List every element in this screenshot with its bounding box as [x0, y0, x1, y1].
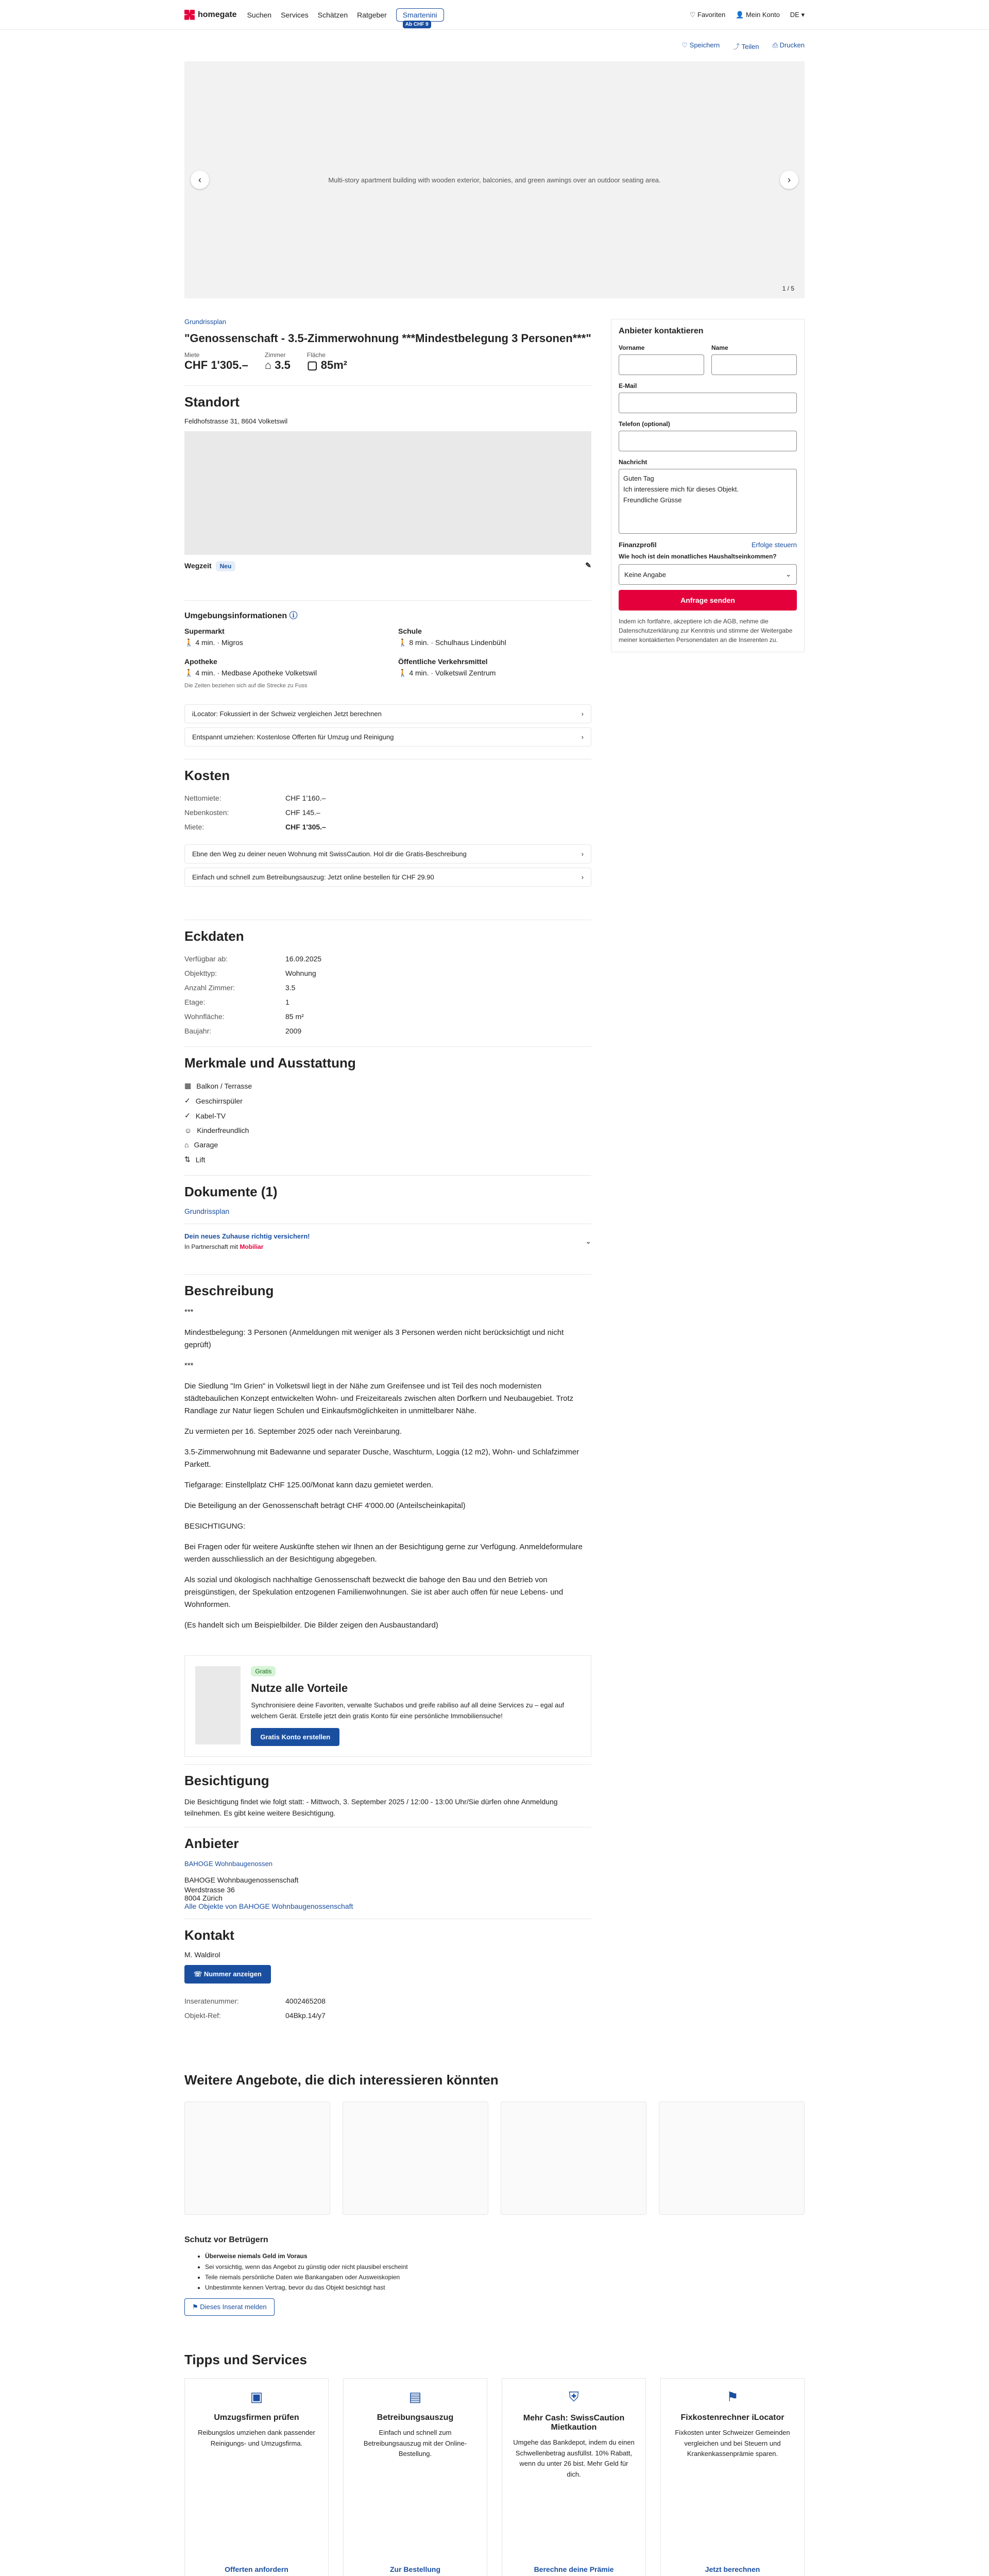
fraud-section: Schutz vor Betrügern • Überweise niemals Geld im Voraus • Sei vorsichtig, wenn das Angebot zu günstig oder nicht plausibel erscheint • Teile niemals persönliche Daten wie Bankangaben oder Ausweiskopien • Unbestimmte kennen Vertrag, bevor du das Objekt besichtigt hast ⚑ Dieses Inserat melden: [0, 2235, 989, 2316]
image-gallery[interactable]: [184, 61, 805, 298]
check-icon: ✓: [184, 1111, 191, 1120]
chevron-right-icon[interactable]: ›: [780, 171, 798, 189]
child-icon: ☺: [184, 1126, 192, 1134]
walk-icon: 🚶: [398, 669, 407, 677]
chevron-right-icon: ›: [581, 873, 584, 881]
nav-ratgeber[interactable]: Ratgeber: [357, 10, 387, 19]
chevron-down-icon: ⌄: [585, 1237, 591, 1245]
provider-logo[interactable]: BAHOGE Wohnbaugenossen: [184, 1860, 273, 1868]
show-number-button[interactable]: ☏ Nummer anzeigen: [184, 1965, 271, 1984]
elevator-icon: ⇅: [184, 1155, 191, 1163]
nav-services[interactable]: Services: [281, 10, 309, 19]
garage-icon: ⌂: [184, 1141, 189, 1149]
share-button[interactable]: ⤴ Teilen: [733, 43, 759, 50]
firstname-input[interactable]: [619, 354, 704, 375]
area-value: ▢ 85m²: [306, 359, 348, 371]
email-input[interactable]: [619, 393, 797, 413]
print-button[interactable]: ⎙ Drucken: [772, 41, 805, 49]
ilocator-banner[interactable]: iLocator: Fokussiert in der Schweiz vergleichen Jetzt berechnen ›: [184, 704, 591, 723]
service-link[interactable]: Zur Bestellung: [389, 2565, 440, 2573]
document-link[interactable]: Grundrissplan: [184, 1207, 230, 1215]
rooms-value: ⌂ 3.5: [264, 359, 291, 371]
top-navigation: [0, 0, 989, 30]
report-listing-button[interactable]: ⚑ Dieses Inserat melden: [184, 2298, 275, 2316]
promo-badge: Ab CHF 9: [403, 21, 431, 28]
map-icon: ⚑: [726, 2388, 739, 2404]
save-button[interactable]: ♡ Speichern: [681, 41, 720, 49]
nav-suchen[interactable]: Suchen: [247, 10, 272, 19]
create-account-button[interactable]: Gratis Konto erstellen: [251, 1728, 339, 1746]
map[interactable]: [184, 431, 591, 555]
finance-link[interactable]: Erfolge steuern: [751, 541, 797, 549]
mobiliar-logo: Mobiliar: [240, 1243, 264, 1250]
gallery-image: Multi-story apartment building with wooden exterior, balconies, and green awnings over an outdoor seating area.: [328, 176, 661, 184]
balcony-icon: ▦: [184, 1081, 192, 1090]
header-right: [690, 11, 805, 19]
info-icon[interactable]: ⓘ: [289, 612, 298, 620]
message-textarea[interactable]: Guten Tag Ich interessiere mich für dieses Objekt. Freundliche Grüsse: [619, 469, 797, 534]
chevron-left-icon[interactable]: ‹: [191, 171, 209, 189]
language-select[interactable]: DE ▾: [790, 10, 805, 19]
surroundings-section: Umgebungsinformationen ⓘ Supermarkt 🚶 4 min. · Migros Schule 🚶 8 min. · Schulhaus Lindenbühl Apotheke 🚶 4 min. · Medbase Apotheke Volketswil Öffentliche Verkehrsmittel 🚶 4 min. · Volketswil Zentrum Die Zeiten beziehen sich auf die Strecke zu Fuss iLocator: Fokussiert in der Schweiz vergleichen Jetzt berechnen › Entspannt umziehen: Kostenlose Offerten für Umzug und Reinigung ›: [184, 600, 591, 759]
surroundings-item: Supermarkt 🚶 4 min. · Migros: [184, 627, 243, 647]
surroundings-item: Apotheke 🚶 4 min. · Medbase Apotheke Volketswil: [184, 657, 317, 677]
homegate-logo[interactable]: homegate: [184, 10, 237, 20]
lastname-input[interactable]: [711, 354, 797, 375]
costs-section: Kosten Nettomiete: CHF 1'160.– Nebenkosten: CHF 145.– Miete: CHF 1'305.– Ebne den Weg zu deiner neuen Wohnung mit SwissCaution. Hol dir die Gratis-Beschreibung › Einfach und schnell zum Betreibungsauszug: Jetzt online bestellen für CHF 29.90 ›: [184, 759, 591, 899]
cost-row: Miete: CHF 1'305.–: [184, 823, 326, 831]
contact-form: Anbieter kontaktieren Vorname Name E-Mail Telefon (optional) Nachricht Guten Tag Ich interessiere mich für dieses Objekt. Freundliche Grüsse Finanzprofil Erfolge steuern Wie hoch ist dein monatliches Haushaltseinkommen? Keine Angabe ⌄ Anfrage senden Indem ich fortfahre, akzeptiere ich die AGB, nehme die Datenschutzerklärung zur Kenntnis und stimme der Weitergabe meiner kontaktierten Personendaten an die Inserenten zu.: [611, 319, 805, 652]
service-card: ⛨ Mehr Cash: SwissCaution Mietkaution Umgehe das Bankdepot, indem du einen Schwellenbetrag ausfüllst. 10% Rabatt, wenn du unter 26 bist. Mehr Geld für dich. Berechne deine Prämie: [502, 2378, 646, 2576]
send-request-button[interactable]: Anfrage senden: [619, 590, 797, 611]
service-card: ⚑ Fixkostenrechner iLocator Fixkosten unter Schweizer Gemeinden vergleichen und bei Steuern und Krankenkassenprämie sparen. Jetzt berechnen: [660, 2378, 805, 2576]
walk-icon: 🚶: [184, 669, 194, 677]
moving-box-icon: ▣: [250, 2388, 263, 2404]
viewing-section: Besichtigung Die Besichtigung findet wie folgt statt: - Mittwoch, 3. September 2025 / 12:00 - 13:00 Uhr/Sie dürfen ohne Anmeldung teilnehmen. Es gibt keine weitere Besichtigung.: [184, 1764, 591, 1827]
cost-row: Nebenkosten: CHF 145.–: [184, 808, 320, 817]
income-select[interactable]: Keine Angabe ⌄: [619, 564, 797, 585]
documents-section: Dokumente (1) Grundrissplan: [184, 1175, 591, 1224]
chevron-right-icon: ›: [581, 710, 584, 718]
main-nav: [247, 8, 444, 27]
offer-card[interactable]: [184, 2102, 330, 2215]
address: Feldhofstrasse 31, 8604 Volketswil: [184, 417, 288, 425]
key-facts: Miete CHF 1'305.– Zimmer ⌂ 3.5 Fläche ▢ 85m²: [184, 351, 348, 371]
nav-schaetzen[interactable]: Schätzen: [317, 10, 348, 19]
offer-cards: [0, 2102, 989, 2215]
more-offers: Weitere Angebote, die dich interessieren könnten: [184, 2072, 499, 2088]
edit-icon[interactable]: ✎: [585, 561, 591, 569]
chevron-right-icon: ›: [581, 733, 584, 741]
chevron-down-icon: ⌄: [786, 570, 791, 578]
phone-input[interactable]: [619, 431, 797, 451]
listing-main: [184, 309, 591, 2031]
account-link[interactable]: 👤 Mein Konto: [736, 10, 780, 19]
service-link[interactable]: Offerten anfordern: [225, 2565, 288, 2573]
swisscaution-banner[interactable]: Ebne den Weg zu deiner neuen Wohnung mit SwissCaution. Hol dir die Gratis-Beschreibung ›: [184, 844, 591, 863]
chevron-right-icon: ›: [581, 850, 584, 858]
offer-card[interactable]: [659, 2102, 805, 2215]
location-section: Standort Feldhofstrasse 31, 8604 Volketswil Wegzeit Neu ✎: [184, 385, 591, 580]
new-badge: Neu: [216, 561, 236, 571]
promo-illustration: [195, 1666, 241, 1744]
phone-icon: ☏: [194, 1970, 202, 1978]
favorites-link[interactable]: ♡ Favoriten: [689, 10, 726, 19]
flag-icon: ⚑: [192, 2302, 198, 2311]
service-link[interactable]: Jetzt berechnen: [705, 2565, 760, 2573]
logo-mark-icon: [184, 10, 195, 20]
tips-cards: [0, 2378, 989, 2576]
service-card: ▣ Umzugsfirmen prüfen Reibungslos umziehen dank passender Reinigungs- und Umzugsfirma. Offerten anfordern: [184, 2378, 329, 2576]
promo-button[interactable]: Smartenini Ab CHF 9: [396, 8, 444, 22]
rent-value: CHF 1'305.–: [184, 359, 248, 371]
description-section: Beschreibung *** Mindestbelegung: 3 Personen (Anmeldungen mit weniger als 3 Personen werden nicht berücksichtigt und nicht geprüft) *** Die Siedlung "Im Grien" in Volketswil liegt in der Nähe zum Greifensee und ist Teil des noch modernisten städtebaulichen Konzept entwickelten Wohn- und Freizeitareals zwischen alten Dorfkern und Neubaugebiet. Trotz Randlage zur Natur liegen Schulen und Einkaufsmöglichkeiten in unmittelbarer Nähe. Zu vermieten per 16. September 2025 oder nach Vereinbarung. 3.5-Zimmerwohnung mit Badewanne und separater Dusche, Waschturm, Loggia (12 m2), Wohn- und Schlafzimmer Parkett. Tiefgarage: Einstellplatz CHF 125.00/Monat kann dazu gemietet werden. Die Beteiligung an der Genossenschaft beträgt CHF 4'000.00 (Anteilscheinkapital) BESICHTIGUNG: Bei Fragen oder für weitere Auskünfte stehen wir Ihnen an der Besichtigung gerne zur Verfügung. Anmeldeformulare werden ausschliesslich an der Besichtigung abgegeben. Als sozial und ökologisch nachhaltige Genossenschaft bezweckt die bahoge den Bau und den Betrieb von preisgünstigen, der Spekulation entzogenen Familienwohnungen. Sie ist aber auch offen für neue Lebens- und Wohnformen. (Es handelt sich um Beispielbilder. Die Bilder zeigen den Ausbaustandard): [184, 1274, 591, 1648]
surroundings-item: Schule 🚶 8 min. · Schulhaus Lindenbühl: [398, 627, 506, 647]
floorplan-link[interactable]: Grundrissplan: [184, 318, 226, 326]
service-card: ▤ Betreibungsauszug Einfach und schnell zum Betreibungsauszug mit der Online-Bestellung. Zur Bestellung: [343, 2378, 487, 2576]
insurance-banner[interactable]: Dein neues Zuhause richtig versichern! In Partnerschaft mit Mobiliar ⌄: [184, 1224, 591, 1259]
provider-section: Anbieter BAHOGE Wohnbaugenossen BAHOGE Wohnbaugenossenschaft Werdstrasse 36 8004 Zürich Alle Objekte von BAHOGE Wohnbaugenossenschaft: [184, 1827, 591, 1919]
shield-icon: ⛨: [569, 2388, 579, 2404]
walk-icon: 🚶: [184, 638, 194, 647]
surroundings-item: Öffentliche Verkehrsmittel 🚶 4 min. · Volketswil Zentrum: [398, 657, 496, 677]
contact-section: Kontakt M. Waldirol ☏ Nummer anzeigen Inseratenummer: 4002465208 Objekt-Ref: 04Bkp.14/y7: [184, 1919, 591, 2031]
moving-banner[interactable]: Entspannt umziehen: Kostenlose Offerten für Umzug und Reinigung ›: [184, 727, 591, 747]
details-section: Eckdaten Verfügbar ab: 16.09.2025 Objekttyp: Wohnung Anzahl Zimmer: 3.5 Etage: 1 Wohnfläche: 85 m² Baujahr: 2009: [184, 920, 591, 1046]
walk-icon: 🚶: [398, 638, 407, 647]
offer-card[interactable]: [343, 2102, 488, 2215]
tips-heading: Tipps und Services: [184, 2351, 307, 2367]
listing-actions: [0, 30, 989, 51]
account-promo: Gratis Nutze alle Vorteile Synchronisiere deine Favoriten, verwalte Suchabos und greife rabiliso auf all deine Services zu – egal auf welchem Gerät. Erstelle jetzt dein gratis Konto für eine persönliche Immobiliensuche! Gratis Konto erstellen: [184, 1655, 591, 1757]
check-icon: ✓: [184, 1096, 191, 1105]
debt-extract-banner[interactable]: Einfach und schnell zum Betreibungsauszug: Jetzt online bestellen für CHF 29.90 ›: [184, 868, 591, 887]
features-section: Merkmale und Ausstattung ▦ Balkon / Terrasse ✓ Geschirrspüler ✓ Kabel-TV ☺ Kinderfreundlich ⌂ Garage ⇅ Lift: [184, 1046, 591, 1175]
all-listings-link[interactable]: Alle Objekte von BAHOGE Wohnbaugenossenschaft: [184, 1902, 353, 1911]
gallery-counter: 1 / 5: [782, 285, 794, 292]
service-link[interactable]: Berechne deine Prämie: [534, 2565, 614, 2573]
listing-title: "Genossenschaft - 3.5-Zimmerwohnung ***Mindestbelegung 3 Personen***": [184, 332, 591, 345]
contact-sidebar: [611, 309, 805, 2031]
document-icon: ▤: [408, 2388, 422, 2404]
offer-card[interactable]: [501, 2102, 646, 2215]
cost-row: Nettomiete: CHF 1'160.–: [184, 794, 326, 802]
